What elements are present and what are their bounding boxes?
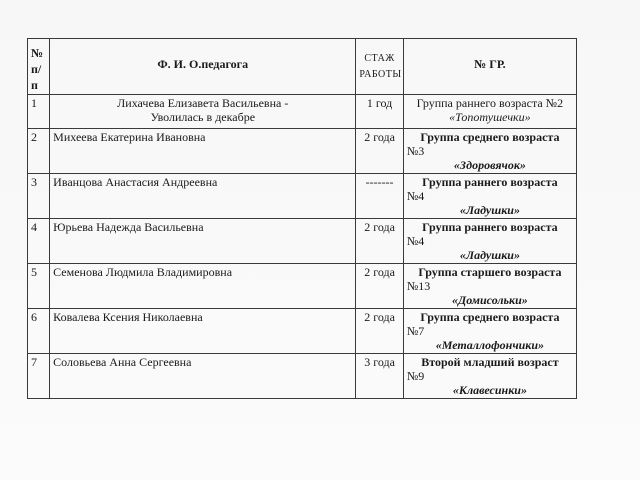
table-row <box>28 264 577 309</box>
table-header <box>28 39 577 95</box>
group-number: №13 <box>406 279 431 293</box>
group-name: «Металлофончики» <box>435 338 545 352</box>
header-group: № ГР. <box>403 39 576 95</box>
row-stazh: 1 год <box>356 95 404 129</box>
row-fio-note: Уволилась в декабре <box>150 110 256 124</box>
header-fio: Ф. И. О.педагога <box>50 39 356 95</box>
group-name: «Топотушечки» <box>449 110 531 124</box>
row-group <box>403 354 576 399</box>
group-number: №7 <box>406 324 425 338</box>
group-title: Группа раннего возраста <box>422 175 558 189</box>
row-num: 5 <box>28 264 50 309</box>
group-title: Группа раннего возраста <box>422 220 558 234</box>
group-number: №4 <box>406 189 425 203</box>
row-fio-name: Лихачева Елизавета Васильевна - <box>117 96 289 110</box>
header-row <box>28 39 577 95</box>
group-title: Группа среднего возраста <box>420 310 560 324</box>
table-row <box>28 309 577 354</box>
table-row <box>28 174 577 219</box>
row-fio <box>50 95 356 129</box>
row-stazh: 3 года <box>356 354 404 399</box>
group-number: №4 <box>406 234 425 248</box>
row-num: 2 <box>28 129 50 174</box>
row-fio: Соловьева Анна Сергеевна <box>50 354 356 399</box>
group-title: Второй младший возраст <box>421 355 559 369</box>
row-stazh: 2 года <box>356 129 404 174</box>
row-group <box>403 174 576 219</box>
row-stazh: 2 года <box>356 264 404 309</box>
row-stazh: 2 года <box>356 219 404 264</box>
group-title: Группа среднего возраста <box>420 130 560 144</box>
group-number: №3 <box>406 144 425 158</box>
group-name: «Ладушки» <box>459 248 520 262</box>
header-num: № п/п <box>28 39 50 95</box>
group-name: «Клавесинки» <box>452 383 527 397</box>
table-row <box>28 129 577 174</box>
row-fio: Ковалева Ксения Николаевна <box>50 309 356 354</box>
row-group <box>403 95 576 129</box>
table-row <box>28 95 577 129</box>
group-title: Группа старшего возраста <box>418 265 562 279</box>
row-num: 4 <box>28 219 50 264</box>
row-num: 6 <box>28 309 50 354</box>
table-row <box>28 219 577 264</box>
header-stazh: СТАЖ РАБОТЫ <box>356 39 404 95</box>
row-group <box>403 129 576 174</box>
table-row <box>28 354 577 399</box>
row-num: 1 <box>28 95 50 129</box>
row-num: 7 <box>28 354 50 399</box>
group-title: Группа раннего возраста №2 <box>416 96 564 110</box>
staff-table <box>27 38 577 399</box>
group-name: «Ладушки» <box>459 203 520 217</box>
row-fio: Иванцова Анастасия Андреевна <box>50 174 356 219</box>
row-group <box>403 219 576 264</box>
row-group <box>403 309 576 354</box>
row-num: 3 <box>28 174 50 219</box>
row-fio: Семенова Людмила Владимировна <box>50 264 356 309</box>
row-stazh: ------- <box>356 174 404 219</box>
group-name: «Здоровячок» <box>453 158 526 172</box>
row-stazh: 2 года <box>356 309 404 354</box>
group-number: №9 <box>406 369 425 383</box>
row-fio: Юрьева Надежда Васильевна <box>50 219 356 264</box>
row-group <box>403 264 576 309</box>
row-fio: Михеева Екатерина Ивановна <box>50 129 356 174</box>
group-name: «Домисольки» <box>452 293 528 307</box>
